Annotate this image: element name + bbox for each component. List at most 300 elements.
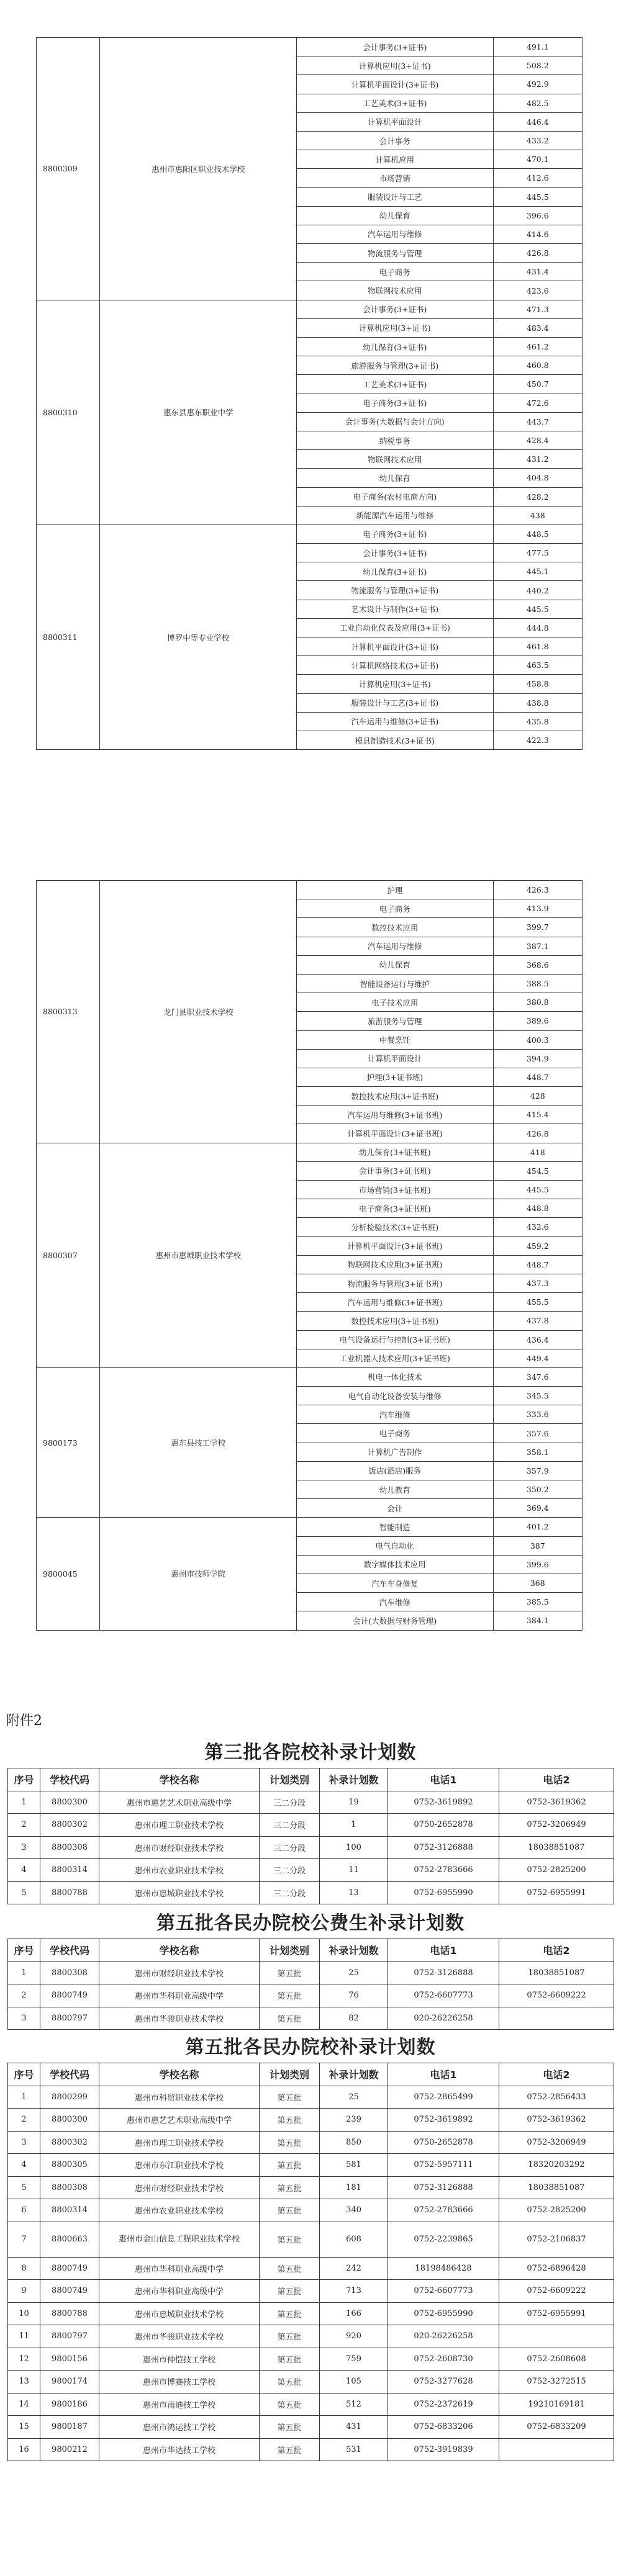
plan-count-cell: 166 (320, 2302, 388, 2325)
phone1-cell: 0752-3619892 (388, 1791, 499, 1814)
major-cell: 幼儿保育(3+证书) (297, 338, 494, 356)
school-name-cell: 惠州市财经职业技术学校 (99, 1836, 260, 1859)
phone1-cell: 0752-6955990 (388, 1881, 499, 1904)
plan-row (8, 1859, 614, 1882)
plan-type-cell: 第五批 (260, 2325, 320, 2348)
score-cell: 347.6 (493, 1367, 582, 1386)
plan5pub-table (7, 1939, 614, 2030)
school-code-cell: 8800797 (40, 2325, 99, 2348)
phone2-cell (499, 2007, 614, 2030)
school-name-cell: 惠州市惠城职业技术学校 (99, 2302, 260, 2325)
score-cell: 400.3 (493, 1030, 582, 1049)
score-cell: 368.6 (493, 955, 582, 974)
plan-count-cell: 239 (320, 2109, 388, 2132)
header-phone2-cell: 电话2 (499, 1939, 614, 1962)
phone1-cell: 0752-3126888 (388, 1836, 499, 1859)
score-cell: 431.2 (493, 450, 582, 469)
seq-cell: 3 (8, 1836, 40, 1859)
score-cell: 426.3 (493, 881, 582, 899)
school-name-cell: 惠州市华科职业高级中学 (99, 2257, 260, 2280)
plan5-table (7, 2063, 614, 2461)
school-name-cell: 惠州市华骏职业技术学校 (99, 2325, 260, 2348)
score-cell: 472.6 (493, 394, 582, 412)
plan-count-cell: 242 (320, 2257, 388, 2280)
major-cell: 电子商务 (297, 899, 494, 918)
score-cell: 357.6 (493, 1424, 582, 1443)
score-cell: 426.8 (493, 244, 582, 263)
score-cell: 389.6 (493, 1012, 582, 1030)
plan3-table (7, 1768, 614, 1904)
seq-cell: 6 (8, 2199, 40, 2222)
plan-count-cell: 531 (320, 2438, 388, 2461)
score-cell: 470.1 (493, 150, 582, 169)
seq-cell: 2 (8, 1984, 40, 2007)
plan-row (8, 2280, 614, 2303)
score-cell: 435.8 (493, 712, 582, 731)
major-cell: 计算机平面设计(3+证书) (297, 637, 494, 656)
plan-type-cell: 第五批 (260, 2280, 320, 2303)
major-cell: 纳税事务 (297, 431, 494, 449)
major-cell: 幼儿保育 (297, 206, 494, 225)
score-table-section-1 (36, 37, 582, 750)
phone2-cell: 0752-2825200 (499, 1859, 614, 1882)
plan-row (8, 2222, 614, 2257)
score-cell: 418 (493, 1143, 582, 1161)
major-cell: 工业自动化仪表及应用(3+证书) (297, 618, 494, 637)
plan-count-cell: 76 (320, 1984, 388, 2007)
phone2-cell (499, 2438, 614, 2461)
school-code-cell: 8800302 (40, 1814, 99, 1837)
phone1-cell: 18198486428 (388, 2257, 499, 2280)
phone1-cell: 0752-3277628 (388, 2371, 499, 2394)
score-row (37, 300, 582, 318)
score-cell: 422.3 (493, 731, 582, 749)
major-cell: 幼儿保育(3+证书) (297, 562, 494, 581)
phone2-cell: 0752-2106837 (499, 2222, 614, 2257)
school-code-cell: 9800186 (40, 2393, 99, 2416)
major-cell: 计算机平面设计(3+证书班) (297, 1236, 494, 1255)
school-code-cell: 8800749 (40, 2280, 99, 2303)
major-cell: 会计事务(大数据与会计方向) (297, 412, 494, 431)
plan-count-cell: 105 (320, 2371, 388, 2394)
score-row (37, 881, 582, 899)
header-row (8, 2063, 614, 2086)
plan-row (8, 2348, 614, 2371)
score-cell: 461.8 (493, 637, 582, 656)
school-name-cell: 惠州市华科职业高级中学 (99, 2280, 260, 2303)
plan-type-cell: 第五批 (260, 1984, 320, 2007)
score-cell: 385.5 (493, 1593, 582, 1611)
school-name-cell: 惠州市金山信息工程职业技术学校 (99, 2222, 260, 2257)
school-name-cell: 惠州市惠艺艺术职业高级中学 (99, 1791, 260, 1814)
major-cell: 市场营销 (297, 169, 494, 187)
header-seq-cell: 序号 (8, 1768, 40, 1791)
plan-row (8, 2086, 614, 2109)
major-cell: 电子技术应用 (297, 993, 494, 1012)
header-phone1-cell: 电话1 (388, 2063, 499, 2086)
score-cell: 428.2 (493, 487, 582, 506)
school-code-cell: 9800156 (40, 2348, 99, 2371)
phone2-cell: 0752-6609222 (499, 1984, 614, 2007)
plan-count-cell: 512 (320, 2393, 388, 2416)
school-code-cell: 8800788 (40, 2302, 99, 2325)
school-code-cell: 8800788 (40, 1881, 99, 1904)
school-name-cell: 惠州市华达技工学校 (99, 2438, 260, 2461)
seq-cell: 4 (8, 2154, 40, 2177)
score-cell: 471.3 (493, 300, 582, 318)
school-code-cell: 8800308 (40, 1836, 99, 1859)
score-cell: 428.4 (493, 431, 582, 449)
plan-row (8, 2007, 614, 2030)
phone2-cell: 0752-6955991 (499, 2302, 614, 2325)
seq-cell: 4 (8, 1859, 40, 1882)
plan-type-cell: 第五批 (260, 2109, 320, 2132)
school-name-cell: 惠州市鸿运技工学校 (99, 2416, 260, 2439)
score-cell: 482.5 (493, 94, 582, 112)
school-code-cell: 9800187 (40, 2416, 99, 2439)
seq-cell: 16 (8, 2438, 40, 2461)
phone2-cell: 0752-2825200 (499, 2199, 614, 2222)
major-cell: 数控技术应用(3+证书班) (297, 1312, 494, 1330)
score-cell: 440.2 (493, 581, 582, 600)
plan-row (8, 2302, 614, 2325)
major-cell: 电子商务 (297, 1424, 494, 1443)
plan5pub-title: 第五批各民办院校公费生补录计划数 (156, 1912, 465, 1934)
plan-count-cell: 1 (320, 1814, 388, 1837)
score-cell: 404.8 (493, 469, 582, 487)
header-plan-count-cell: 补录计划数 (320, 2063, 388, 2086)
school-name-cell: 惠州市南迪技工学校 (99, 2393, 260, 2416)
school-name-cell: 博罗中等专业学校 (100, 525, 297, 749)
phone1-cell: 020-26226258 (388, 2007, 499, 2030)
major-cell: 数控技术应用(3+证书班) (297, 1087, 494, 1106)
school-code-cell: 8800308 (40, 1961, 99, 1984)
plan-count-cell: 13 (320, 1881, 388, 1904)
header-plan-type-cell: 计划类别 (260, 2063, 320, 2086)
plan-count-cell: 100 (320, 1836, 388, 1859)
score-cell: 449.4 (493, 1349, 582, 1367)
score-row (37, 38, 582, 56)
major-cell: 分析检验技术(3+证书班) (297, 1218, 494, 1236)
phone2-cell: 0752-6896428 (499, 2257, 614, 2280)
plan-type-cell: 第五批 (260, 2176, 320, 2199)
score-cell: 448.5 (493, 525, 582, 543)
header-school-name-cell: 学校名称 (99, 1939, 260, 1962)
major-cell: 幼儿保育 (297, 955, 494, 974)
plan5-title: 第五批各民办院校补录计划数 (185, 2037, 436, 2058)
score-cell: 463.5 (493, 656, 582, 675)
major-cell: 计算机平面设计(3+证书班) (297, 1124, 494, 1143)
major-cell: 幼儿教育 (297, 1480, 494, 1499)
phone2-cell: 0752-3272515 (499, 2371, 614, 2394)
school-name-cell: 惠东县惠东职业中学 (100, 300, 297, 525)
major-cell: 计算机平面设计 (297, 1049, 494, 1068)
seq-cell: 2 (8, 1814, 40, 1837)
phone1-cell: 0752-2783666 (388, 2199, 499, 2222)
seq-cell: 2 (8, 2109, 40, 2132)
seq-cell: 14 (8, 2393, 40, 2416)
plan-count-cell: 340 (320, 2199, 388, 2222)
major-cell: 市场营销(3+证书班) (297, 1181, 494, 1199)
phone2-cell: 19210169181 (499, 2393, 614, 2416)
score-cell: 436.4 (493, 1330, 582, 1349)
score-row (37, 1143, 582, 1161)
score-cell: 399.6 (493, 1555, 582, 1574)
score-cell: 448.7 (493, 1255, 582, 1274)
plan-type-cell: 三二分段 (260, 1881, 320, 1904)
score-row (37, 525, 582, 543)
seq-cell: 13 (8, 2371, 40, 2394)
major-cell: 饭店(酒店)服务 (297, 1461, 494, 1480)
header-phone1-cell: 电话1 (388, 1768, 499, 1791)
phone1-cell: 0752-6607773 (388, 2280, 499, 2303)
plan-row (8, 2199, 614, 2222)
major-cell: 护理(3+证书班) (297, 1068, 494, 1086)
plan-row (8, 2154, 614, 2177)
plan-type-cell: 三二分段 (260, 1791, 320, 1814)
phone2-cell (499, 2325, 614, 2348)
seq-cell: 3 (8, 2131, 40, 2154)
phone1-cell: 0752-6955990 (388, 2302, 499, 2325)
school-name-cell: 惠州市华科职业高级中学 (99, 1984, 260, 2007)
plan-count-cell: 25 (320, 1961, 388, 1984)
admission-score-table-1 (36, 37, 582, 750)
phone2-cell: 0752-2608608 (499, 2348, 614, 2371)
major-cell: 会计事务(3+证书) (297, 300, 494, 318)
school-code-cell: 9800173 (37, 1367, 100, 1518)
school-code-cell: 8800311 (37, 525, 100, 749)
score-cell: 483.4 (493, 318, 582, 337)
seq-cell: 3 (8, 2007, 40, 2030)
phone1-cell: 0752-3126888 (388, 1961, 499, 1984)
major-cell: 汽车维修 (297, 1405, 494, 1424)
school-code-cell: 8800300 (40, 2109, 99, 2132)
header-seq-cell: 序号 (8, 2063, 40, 2086)
seq-cell: 1 (8, 1791, 40, 1814)
score-cell: 445.1 (493, 562, 582, 581)
plan-row (8, 1881, 614, 1904)
plan-row (8, 2371, 614, 2394)
major-cell: 幼儿保育 (297, 469, 494, 487)
score-cell: 428 (493, 1087, 582, 1106)
major-cell: 会计事务(3+证书) (297, 544, 494, 562)
plan-type-cell: 第五批 (260, 2222, 320, 2257)
plan-row (8, 1984, 614, 2007)
score-cell: 414.6 (493, 225, 582, 243)
header-school-name-cell: 学校名称 (99, 1768, 260, 1791)
score-row (37, 1367, 582, 1386)
major-cell: 新能源汽车运用与维修 (297, 506, 494, 525)
header-plan-type-cell: 计划类别 (260, 1939, 320, 1962)
plan-type-cell: 第五批 (260, 2086, 320, 2109)
score-cell: 423.6 (493, 281, 582, 300)
score-cell: 445.5 (493, 187, 582, 206)
school-name-cell: 惠州市农业职业技术学校 (99, 2199, 260, 2222)
plan-type-cell: 第五批 (260, 2393, 320, 2416)
score-cell: 333.6 (493, 1405, 582, 1424)
major-cell: 物流服务与管理 (297, 244, 494, 263)
plan-count-cell: 25 (320, 2086, 388, 2109)
major-cell: 计算机平面设计(3+证书) (297, 75, 494, 94)
plan-count-cell: 608 (320, 2222, 388, 2257)
plan3-title: 第三批各院校补录计划数 (204, 1742, 417, 1763)
major-cell: 汽车车身修复 (297, 1574, 494, 1592)
major-cell: 会计事务(3+证书) (297, 38, 494, 56)
seq-cell: 12 (8, 2348, 40, 2371)
score-cell: 368 (493, 1574, 582, 1592)
score-cell: 446.4 (493, 112, 582, 131)
major-cell: 服装设计与工艺 (297, 187, 494, 206)
score-cell: 438.8 (493, 693, 582, 712)
school-code-cell: 8800310 (37, 300, 100, 525)
seq-cell: 7 (8, 2222, 40, 2257)
score-cell: 455.5 (493, 1293, 582, 1312)
plan-type-cell: 第五批 (260, 2131, 320, 2154)
school-code-cell: 8800309 (37, 38, 100, 300)
score-cell: 357.9 (493, 1461, 582, 1480)
header-phone2-cell: 电话2 (499, 1768, 614, 1791)
school-code-cell: 9800045 (37, 1518, 100, 1630)
major-cell: 服装设计与工艺(3+证书) (297, 693, 494, 712)
major-cell: 电气自动化 (297, 1536, 494, 1555)
major-cell: 电气自动化设备安装与维修 (297, 1387, 494, 1405)
school-name-cell: 惠州市仲恺技工学校 (99, 2348, 260, 2371)
plan-count-cell: 82 (320, 2007, 388, 2030)
major-cell: 中餐烹饪 (297, 1030, 494, 1049)
score-cell: 399.7 (493, 918, 582, 937)
phone1-cell: 0750-2652878 (388, 1814, 499, 1837)
school-name-cell: 惠州市农业职业技术学校 (99, 1859, 260, 1882)
phone2-cell: 18038851087 (499, 2176, 614, 2199)
plan-type-cell: 第五批 (260, 2438, 320, 2461)
phone1-cell: 0752-3619892 (388, 2109, 499, 2132)
seq-cell: 10 (8, 2302, 40, 2325)
major-cell: 数控技术应用 (297, 918, 494, 937)
phone1-cell: 0752-6833206 (388, 2416, 499, 2439)
score-cell: 454.5 (493, 1161, 582, 1180)
major-cell: 汽车运用与维修(3+证书班) (297, 1106, 494, 1124)
major-cell: 护理 (297, 881, 494, 899)
score-cell: 380.8 (493, 993, 582, 1012)
school-code-cell: 8800302 (40, 2131, 99, 2154)
plan-count-cell: 850 (320, 2131, 388, 2154)
score-cell: 438 (493, 506, 582, 525)
plan-row (8, 2393, 614, 2416)
plan-count-cell: 181 (320, 2176, 388, 2199)
plan-row (8, 1791, 614, 1814)
header-school-code-cell: 学校代码 (40, 2063, 99, 2086)
plan-row (8, 2325, 614, 2348)
plan-type-cell: 第五批 (260, 1961, 320, 1984)
plan-type-cell: 第五批 (260, 2348, 320, 2371)
score-cell: 413.9 (493, 899, 582, 918)
score-cell: 433.2 (493, 131, 582, 150)
phone1-cell: 0750-2652878 (388, 2131, 499, 2154)
header-school-name-cell: 学校名称 (99, 2063, 260, 2086)
school-name-cell: 惠州市惠城职业技术学校 (100, 1143, 297, 1367)
score-cell: 444.8 (493, 618, 582, 637)
school-code-cell: 8800797 (40, 2007, 99, 2030)
header-school-code-cell: 学校代码 (40, 1768, 99, 1791)
score-cell: 448.8 (493, 1199, 582, 1218)
score-cell: 459.2 (493, 1236, 582, 1255)
major-cell: 物流服务与管理(3+证书班) (297, 1274, 494, 1292)
score-cell: 387.1 (493, 937, 582, 955)
header-plan-count-cell: 补录计划数 (320, 1768, 388, 1791)
major-cell: 数字媒体技术应用 (297, 1555, 494, 1574)
score-cell: 426.8 (493, 1124, 582, 1143)
major-cell: 汽车运用与维修(3+证书) (297, 712, 494, 731)
major-cell: 电子商务(3+证书班) (297, 1199, 494, 1218)
plan-count-cell: 713 (320, 2280, 388, 2303)
school-code-cell: 8800305 (40, 2154, 99, 2177)
phone1-cell: 0752-2608730 (388, 2348, 499, 2371)
school-name-cell: 惠州市科贸职业技术学校 (99, 2086, 260, 2109)
phone2-cell: 0752-3206949 (499, 1814, 614, 1837)
school-name-cell: 惠州市博赛技工学校 (99, 2371, 260, 2394)
header-plan-type-cell: 计划类别 (260, 1768, 320, 1791)
header-phone1-cell: 电话1 (388, 1939, 499, 1962)
school-name-cell: 龙门县职业技术学校 (100, 881, 297, 1143)
school-code-cell: 8800314 (40, 2199, 99, 2222)
major-cell: 旅游服务与管理 (297, 1012, 494, 1030)
major-cell: 电子商务(农村电商方向) (297, 487, 494, 506)
school-name-cell: 惠州市惠阳区职业技术学校 (100, 38, 297, 300)
plan-row (8, 2416, 614, 2439)
major-cell: 工艺美术(3+证书) (297, 94, 494, 112)
major-cell: 机电一体化技术 (297, 1367, 494, 1386)
school-name-cell: 惠州市理工职业技术学校 (99, 2131, 260, 2154)
major-cell: 智能设备运行与维护 (297, 974, 494, 993)
seq-cell: 5 (8, 1881, 40, 1904)
major-cell: 物流服务与管理(3+证书) (297, 581, 494, 600)
major-cell: 会计事务 (297, 131, 494, 150)
school-code-cell: 8800308 (40, 2176, 99, 2199)
phone1-cell: 0752-2865499 (388, 2086, 499, 2109)
score-row (37, 1518, 582, 1536)
plan-row (8, 2176, 614, 2199)
school-name-cell: 惠州市惠城职业技术学校 (99, 1881, 260, 1904)
plan-row (8, 2438, 614, 2461)
major-cell: 物联网技术应用(3+证书班) (297, 1255, 494, 1274)
plan-type-cell: 三二分段 (260, 1836, 320, 1859)
plan-type-cell: 三二分段 (260, 1814, 320, 1837)
phone2-cell: 0752-3619362 (499, 1791, 614, 1814)
header-plan-count-cell: 补录计划数 (320, 1939, 388, 1962)
header-seq-cell: 序号 (8, 1939, 40, 1962)
score-cell: 437.8 (493, 1312, 582, 1330)
major-cell: 电子商务(3+证书) (297, 394, 494, 412)
plan-row (8, 2131, 614, 2154)
score-cell: 369.4 (493, 1499, 582, 1518)
score-cell: 394.9 (493, 1049, 582, 1068)
school-name-cell: 惠州市财经职业技术学校 (99, 2176, 260, 2199)
major-cell: 物联网技术应用 (297, 450, 494, 469)
school-name-cell: 惠州市惠艺艺术职业高级中学 (99, 2109, 260, 2132)
phone1-cell: 0752-3919839 (388, 2438, 499, 2461)
school-code-cell: 8800749 (40, 1984, 99, 2007)
score-cell: 437.3 (493, 1274, 582, 1292)
major-cell: 工艺美术(3+证书) (297, 375, 494, 394)
school-name-cell: 惠州市财经职业技术学校 (99, 1961, 260, 1984)
header-school-code-cell: 学校代码 (40, 1939, 99, 1962)
school-name-cell: 惠州市华骏职业技术学校 (99, 2007, 260, 2030)
major-cell: 计算机广告制作 (297, 1443, 494, 1461)
score-cell: 412.6 (493, 169, 582, 187)
plan-type-cell: 第五批 (260, 2007, 320, 2030)
plan-count-cell: 581 (320, 2154, 388, 2177)
major-cell: 汽车维修 (297, 1593, 494, 1611)
